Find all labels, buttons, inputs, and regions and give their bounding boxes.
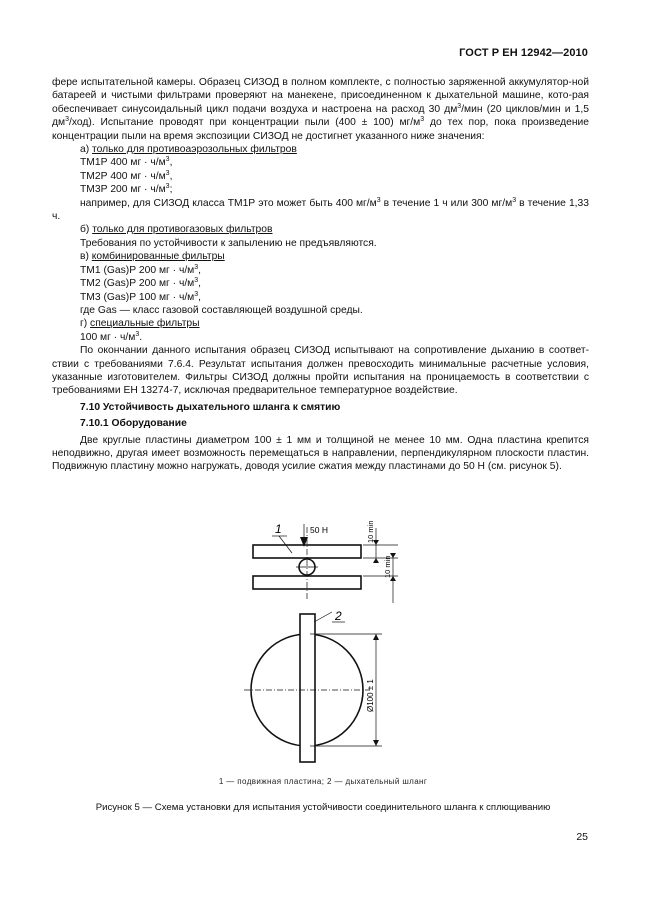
dimension-label-diameter: Ø100 ± 1 xyxy=(366,679,375,712)
value-tm1p: ТМ1Р 400 мг · $ч/м^3$, xyxy=(80,156,173,169)
figure-caption: Рисунок 5 — Схема установки для испытания устойчивости соединительного шланга к сплющиванию xyxy=(95,802,551,813)
paragraph-after-test: По окончании данного испытания образец СИЗОД испытывают на сопротивление дыханию в соответ-ствии с требованиями 7.6.4. Результат испытания должен превосходить минимальные расчетные условия, указанные изготовителем. Фильтры СИЗОД должны пройти испытания на проницаемость в соответствии с требованиями ЕН 13274-7, исключая предварительное температурное воздействие. xyxy=(52,345,589,397)
list-item-d: г) специальные фильтры xyxy=(80,318,200,330)
dimension-arrow-2 xyxy=(373,558,379,563)
page-number: 25 xyxy=(576,831,588,843)
force-label: 50 Н xyxy=(310,525,328,535)
figure-label-2: 2 xyxy=(335,609,342,623)
figure-label-1: 1 xyxy=(275,522,282,536)
value-tm2gas: ТМ2 (Gas)Р 200 мг · $ч/м^3$, xyxy=(80,277,202,290)
value-tm3gas: ТМ3 (Gas)Р 100 мг · $ч/м^3$, xyxy=(80,290,202,303)
document-header: ГОСТ Р ЕН 12942—2010 xyxy=(459,47,588,59)
leader-2 xyxy=(314,612,332,622)
diameter-arrow-top xyxy=(373,634,379,640)
dimension-label-side: 10 min xyxy=(383,555,392,578)
dimension-label-top: 10 min xyxy=(366,520,375,543)
paragraph-test-procedure: фере испытательной камеры. Образец СИЗОД в полном комплекте, с полностью заряженной аккумулятор-ной батареей и чистыми фильтрами проверяют на манекене, присоединенном к дыхательной машине, кото-рая обеспечивает синусоидальный цикл подачи воздуха и настроена на расход 30 $дм^3$/мин (20 циклов/мин и 1,5 $дм^3/ход$). Испытание проводят при концентрации пыли (400 ± 100) $мг/м^3$ до тех пор, пока произведение концентрации пыли на время экспозиции СИЗОД не достигнет указанного ниже значения: xyxy=(52,77,589,142)
value-tm1gas: ТМ1 (Gas)Р 200 мг · $ч/м^3$, xyxy=(80,263,202,276)
list-item-a: а) только для противоаэрозольных фильтров xyxy=(80,144,297,156)
paragraph-equipment: Две круглые пластины диаметром 100 ± 1 мм и толщиной не менее 10 мм. Одна пластина крепится неподвижно, другая имеет возможность перемещаться в направлении, перпендикулярном плоскости пластин. Подвижную пластину можно нагружать, доводя усилие сжатия между пластинами до 50 Н (см. рисунок 5). xyxy=(52,434,589,473)
hose-top-view xyxy=(300,614,315,762)
value-tm2p: ТМ2Р 400 мг · $ч/м^3$, xyxy=(80,169,173,182)
diameter-arrow-bottom xyxy=(373,740,379,746)
figure-legend: 1 — подвижная пластина; 2 — дыхательный шланг xyxy=(218,777,428,786)
paragraph-example: например, для СИЗОД класса ТМ1Р это может быть 400 $мг/м^3$ в течение 1 ч или 300 $мг/м^3$ в течение 1,33 ч. xyxy=(52,196,589,223)
gas-note: где Gas — класс газовой составляющей воздушной среды. xyxy=(80,304,363,316)
section-heading-7-10-1: 7.10.1 Оборудование xyxy=(80,418,187,430)
list-item-b: б) только для противогазовых фильтров xyxy=(80,224,273,236)
paragraph-gas-filters: Требования по устойчивости к запылению не предъявляются. xyxy=(80,237,377,249)
value-special: 100 мг · $ч/м^3$. xyxy=(80,330,143,343)
list-item-c: в) комбинированные фильтры xyxy=(80,251,225,263)
section-heading-7-10: 7.10 Устойчивость дыхательного шланга к смятию xyxy=(80,401,341,413)
value-tm3p: ТМ3Р 200 мг · $ч/м^3$; xyxy=(80,183,173,196)
